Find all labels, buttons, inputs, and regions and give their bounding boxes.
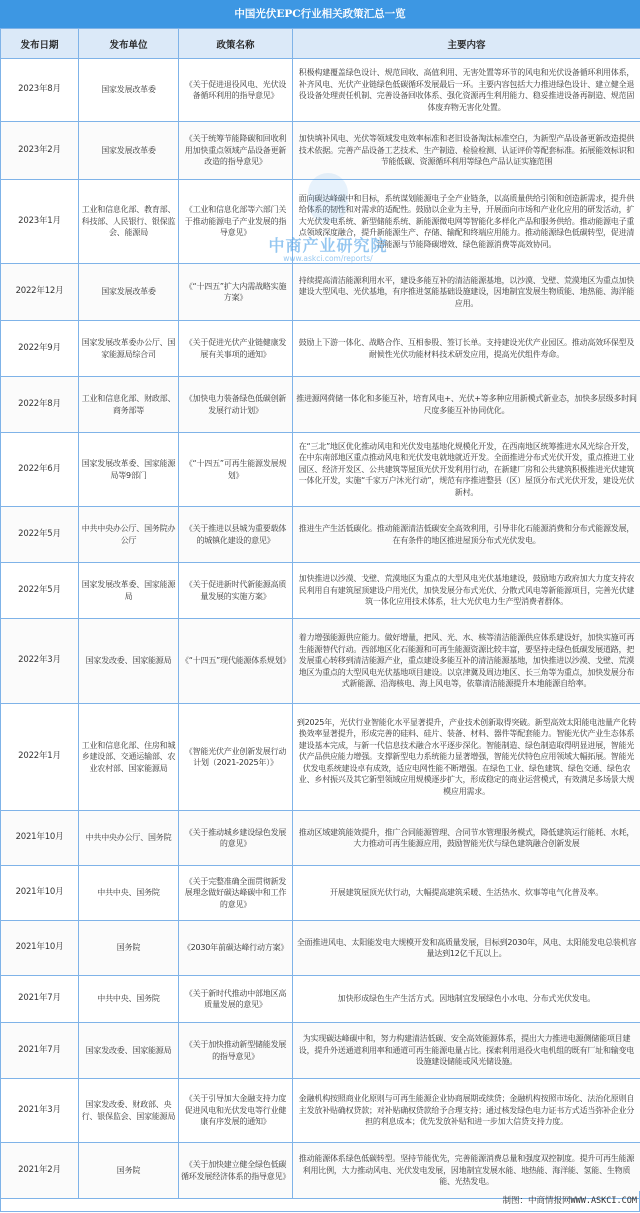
row-content: 加快形成绿色生产生活方式。因地制宜发展绿色小水电、分布式光伏发电。 <box>293 976 640 1023</box>
table-row <box>1 377 640 433</box>
table-row <box>1 704 640 811</box>
row-issuer: 中共中央办公厅、国务院 <box>79 811 179 866</box>
column-header-date: 发布日期 <box>1 29 79 59</box>
source-credit: 制图：中商情报网WWW.ASKCI.COM <box>0 1191 640 1212</box>
row-issuer: 国家发改委、国家能源局 <box>79 619 179 704</box>
column-header-issuer: 发布单位 <box>79 29 179 59</box>
row-policy-name: 《关于完整准确全面贯彻新发展理念做好碳达峰碳中和工作的意见》 <box>179 866 293 921</box>
row-issuer: 国家发展改革委 <box>79 264 179 321</box>
row-content: 推动能源体系绿色低碳转型。坚持节能优先，完善能源消费总量和强度双控制度。提升可再生能源利用比例，大力推动风电、光伏发电发展，因地制宜发展水能、地热能、海洋能、氢能、生物质能、光热发电。 <box>293 1143 640 1199</box>
row-date: 2023年2月 <box>1 122 79 180</box>
table-row <box>1 122 640 180</box>
table-row <box>1 619 640 704</box>
row-date: 2023年8月 <box>1 59 79 122</box>
document-title: 中国光伏EPC行业相关政策汇总一览 <box>0 0 640 28</box>
row-content: 到2025年，光伏行业智能化水平显著提升，产业技术创新取得突破。新型高效太阳能电池量产化转换效率显著提升，形成完善的硅料、硅片、装备、材料、器件等配套能力。智能光伏产业生态体系建设基本完成，与新一代信息技术融合水平逐步深化。智能制造、绿色制造取得明显进展，智能光伏产品供应能力增强。支撑新型电力系统能力显著增强，智能光伏特色应用领域大幅拓展。智能光伏发电系统建设卓有成效，适应电网性能不断增强。在绿色工业、绿色建筑、绿色交通、绿色农业、乡村振兴及其它新型领域应用规模逐步扩大，形成稳定的商业运营模式，有效满足多场景大规模应用需求。 <box>293 704 640 811</box>
row-policy-name: 《工业和信息化部等六部门关于推动能源电子产业发展的指导意见》 <box>179 180 293 264</box>
row-policy-name: 《关于促进新时代新能源高质量发展的实施方案》 <box>179 563 293 619</box>
row-issuer: 中共中央办公厅、国务院办公厅 <box>79 507 179 563</box>
row-date: 2021年7月 <box>1 1023 79 1079</box>
row-content: 持续提高清洁能源利用水平，建设多能互补的清洁能源基地，以沙漠、戈壁、荒漠地区为重点加快建设大型风电、光伏基地，有序推进氢能基础设施建设，因地制宜发展生物质能、地热能、海洋能应用。 <box>293 264 640 321</box>
row-policy-name: 《关于新时代推动中部地区高质量发展的意见》 <box>179 976 293 1023</box>
row-date: 2023年1月 <box>1 180 79 264</box>
row-content: 推进生产生活低碳化。推动能源清洁低碳安全高效利用，引导非化石能源消费和分布式能源发展，在有条件的地区推进屋顶分布式光伏发电。 <box>293 507 640 563</box>
table-row <box>1 59 640 122</box>
table-row <box>1 507 640 563</box>
row-date: 2021年10月 <box>1 811 79 866</box>
row-policy-name: 《关于促进光伏产业链健康发展有关事项的通知》 <box>179 321 293 377</box>
row-content: 面向碳达峰碳中和目标，系统谋划能源电子全产业链条，以高质量供给引领和创造新需求，提升供给体系的韧性和对需求的适配性。鼓励以企业为主导，开展面向市场和产业化应用的研发活动，扩大光伏发电系统、新型储能系统、新能源微电网等智能化多样化产品和服务供给。推动能源电子重点领域深度融合，提升新能源生产、存储、输配和终端应用能力。推动能源绿色低碳转型，促进清洁能源与节能降碳增效、绿色能源消费等高效协同。 <box>293 180 640 264</box>
row-date: 2021年3月 <box>1 1079 79 1143</box>
row-date: 2022年5月 <box>1 563 79 619</box>
row-date: 2022年6月 <box>1 433 79 507</box>
table-row <box>1 1023 640 1079</box>
row-content: 金融机构按照商业化原则与可再生能源企业协商展期或续贷；金融机构按照市场化、法治化原则自主发放补贴确权贷款；对补贴确权贷款给予合理支持；通过核发绿色电力证书方式适当弥补企业分担的利息成本；优先发放补贴和进一步加大信贷支持力度。 <box>293 1079 640 1143</box>
row-date: 2022年12月 <box>1 264 79 321</box>
table-row <box>1 921 640 976</box>
row-policy-name: 《关于引导加大金融支持力度促进风电和光伏发电等行业健康有序发展的通知》 <box>179 1079 293 1143</box>
row-content: 推进源网荷储一体化和多能互补，培育风电+、光伏+等多种应用新模式新业态，加快多层级多时间尺度多能互补协同优化。 <box>293 377 640 433</box>
row-issuer: 国务院 <box>79 921 179 976</box>
row-date: 2022年3月 <box>1 619 79 704</box>
row-policy-name: 《“十四五”扩大内需战略实施方案》 <box>179 264 293 321</box>
row-issuer: 国家发展改革委 <box>79 122 179 180</box>
row-date: 2021年10月 <box>1 921 79 976</box>
row-content: 着力增强能源供应能力。做好增量，把风、光、水、核等清洁能源供应体系建设好，加快实施可再生能源替代行动。西部地区化石能源和可再生能源资源比较丰富，要坚持走绿色低碳发展道路，把发展重心转移到清洁能源产业，重点建设多能互补的清洁能源基地，加快推进以沙漠、戈壁、荒漠地区为重点的大型风电光伏基地项目建设。以京津冀及周边地区、长三角等为重点，加快发展分布式新能源、沿海核电、海上风电等，依靠清洁能源提升本地能源自给率。 <box>293 619 640 704</box>
table-row <box>1 976 640 1023</box>
row-date: 2022年5月 <box>1 507 79 563</box>
row-policy-name: 《关于统筹节能降碳和回收利用加快重点领域产品设备更新改造的指导意见》 <box>179 122 293 180</box>
row-date: 2022年8月 <box>1 377 79 433</box>
table-body <box>1 59 640 1199</box>
table-row <box>1 811 640 866</box>
table-header-row <box>1 29 640 59</box>
row-content: 全面推进风电、太阳能发电大规模开发和高质量发展，目标到2030年，风电、太阳能发电总装机容量达到12亿千瓦以上。 <box>293 921 640 976</box>
row-policy-name: 《关于加快建立健全绿色低碳循环发展经济体系的指导意见》 <box>179 1143 293 1199</box>
row-policy-name: 《加快电力装备绿色低碳创新发展行动计划》 <box>179 377 293 433</box>
column-header-content: 主要内容 <box>293 29 640 59</box>
row-date: 2022年9月 <box>1 321 79 377</box>
row-policy-name: 《关于推进以县城为重要载体的城镇化建设的意见》 <box>179 507 293 563</box>
row-date: 2021年2月 <box>1 1143 79 1199</box>
row-content: 加快填补风电、光伏等领域发电效率标准和老旧设备淘汰标准空白，为新型产品设备更新改造提供技术依据。完善产品设备工艺技术、生产制造、检验检测、认证评价等配套标准。拓展能效标识和节能低碳、资源循环利用等绿色产品认证实施范围 <box>293 122 640 180</box>
row-policy-name: 《关于促进退役风电、光伏设备循环利用的指导意见》 <box>179 59 293 122</box>
table-row <box>1 321 640 377</box>
row-issuer: 工业和信息化部、住房和城乡建设部、交通运输部、农业农村部、国家能源局 <box>79 704 179 811</box>
row-issuer: 国家发改委、财政部、央行、银保监会、国家能源局 <box>79 1079 179 1143</box>
row-content: 在“三北”地区优化推动风电和光伏发电基地化规模化开发，在西南地区统筹推进水风光综合开发，在中东南部地区重点推动风电和光伏发电就地就近开发。全面推进分布式光伏开发，重点推进工业园区、经济开发区、公共建筑等屋顶光伏开发利用行动，在新建厂房和公共建筑积极推进光伏建筑一体化开发，实施“千家万户沐光行动”，规范有序推进整县（区）屋顶分布式光伏开发，建设光伏新村。 <box>293 433 640 507</box>
row-policy-name: 《关于加快推动新型储能发展的指导意见》 <box>179 1023 293 1079</box>
row-content: 为实现碳达峰碳中和，努力构建清洁低碳、安全高效能源体系，提出大力推进电源侧储能项目建设，提升外送通道利用率和通道可再生能源电量占比。探索利用退役火电机组的既有厂址和输变电设施建设储能或风光储设施。 <box>293 1023 640 1079</box>
table-row <box>1 563 640 619</box>
row-content: 开展建筑屋顶光伏行动，大幅提高建筑采暖、生活热水、炊事等电气化普及率。 <box>293 866 640 921</box>
row-issuer: 国务院 <box>79 1143 179 1199</box>
row-issuer: 中共中央、国务院 <box>79 866 179 921</box>
row-policy-name: 《2030年前碳达峰行动方案》 <box>179 921 293 976</box>
table-row <box>1 180 640 264</box>
row-issuer: 国家发展改革委、国家能源局 <box>79 563 179 619</box>
row-date: 2022年1月 <box>1 704 79 811</box>
row-issuer: 中共中央、国务院 <box>79 976 179 1023</box>
row-policy-name: 《智能光伏产业创新发展行动计划（2021-2025年）》 <box>179 704 293 811</box>
row-issuer: 国家发展改革委、国家能源局等9部门 <box>79 433 179 507</box>
row-issuer: 工业和信息化部、教育部、科技部、人民银行、银保监会、能源局 <box>79 180 179 264</box>
row-policy-name: 《关于推动城乡建设绿色发展的意见》 <box>179 811 293 866</box>
row-content: 鼓励上下游一体化、战略合作、互相参股、签订长单。支持建设光伏产业园区。推动高效环保型及耐候性光伏功能材料技术研发应用，提高光伏组件寿命。 <box>293 321 640 377</box>
row-policy-name: 《“十四五”可再生能源发展规划》 <box>179 433 293 507</box>
row-content: 加快推进以沙漠、戈壁、荒漠地区为重点的大型风电光伏基地建设，鼓励地方政府加大力度支持农民利用自有建筑屋顶建设户用光伏，加快发展分布式光伏、分散式风电等新能源项目，完善光伏建筑一体化应用技术体系，壮大光伏电力生产型消费者群体。 <box>293 563 640 619</box>
table-row <box>1 264 640 321</box>
row-content: 积极构建覆盖绿色设计、规范回收、高值利用、无害处置等环节的风电和光伏设备循环利用体系，补齐风电、光伏产业链绿色低碳循环发展最后一环。主要内容包括大力推进绿色设计、建立健全退役设备处理责任机制、完善设备回收体系、强化资源再生利用能力、稳妥推进设备再制造、规范固体废弃物无害化处置。 <box>293 59 640 122</box>
row-policy-name: 《“十四五”现代能源体系规划》 <box>179 619 293 704</box>
column-header-policy: 政策名称 <box>179 29 293 59</box>
row-issuer: 国家发改委、国家能源局 <box>79 1023 179 1079</box>
row-issuer: 国家发展改革委 <box>79 59 179 122</box>
watermark-url: www.askci.com/reports/ <box>283 254 373 263</box>
row-date: 2021年7月 <box>1 976 79 1023</box>
row-content: 推动区域建筑能效提升，推广合同能源管理、合同节水管理服务模式，降低建筑运行能耗、水耗，大力推动可再生能源应用，鼓励智能光伏与绿色建筑融合创新发展 <box>293 811 640 866</box>
table-row <box>1 1079 640 1143</box>
policy-table <box>0 28 640 1199</box>
table-row <box>1 433 640 507</box>
row-date: 2021年10月 <box>1 866 79 921</box>
row-issuer: 国家发展改革委办公厅、国家能源局综合司 <box>79 321 179 377</box>
row-issuer: 工业和信息化部、财政部、商务部等 <box>79 377 179 433</box>
watermark-logo-text: 中商产业研究院 <box>268 236 388 255</box>
table-row <box>1 866 640 921</box>
